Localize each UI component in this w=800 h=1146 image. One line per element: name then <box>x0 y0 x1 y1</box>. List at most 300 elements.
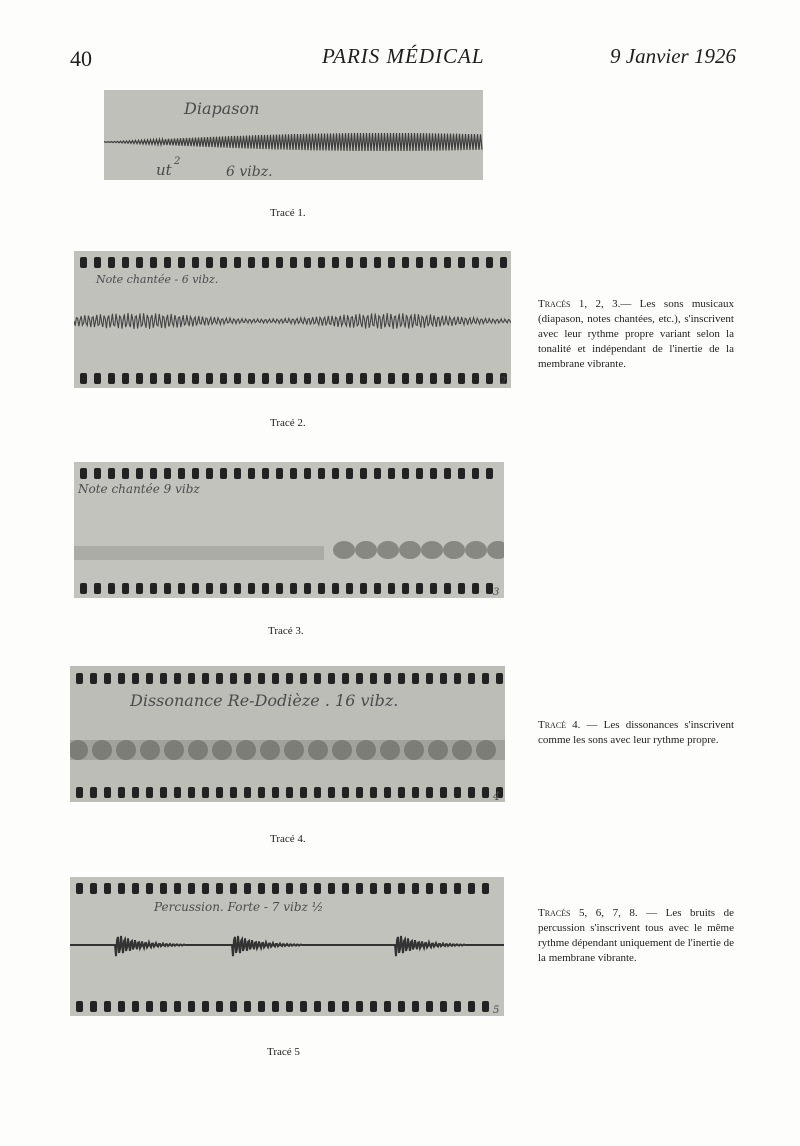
trace-3-waveform <box>74 546 324 560</box>
film-perforation <box>370 883 377 894</box>
note-2-text: Les dissonances s'inscrivent comme les sons avec leur rythme propre. <box>538 719 734 746</box>
film-perforation <box>192 468 199 479</box>
film-perforation <box>216 673 223 684</box>
film-perforation <box>244 787 251 798</box>
film-perforation <box>388 257 395 268</box>
film-perforation <box>370 787 377 798</box>
film-perforation <box>160 883 167 894</box>
film-perforation <box>388 468 395 479</box>
film-perforation <box>104 883 111 894</box>
trace-3-wave-blob <box>333 541 355 559</box>
film-perforation <box>122 583 129 594</box>
trace-2-label: Note chantée - 6 vibz. <box>96 273 219 286</box>
film-perforation <box>220 257 227 268</box>
film-perforation <box>398 787 405 798</box>
film-perforation <box>272 673 279 684</box>
film-perforation <box>104 787 111 798</box>
film-perforation <box>234 373 241 384</box>
film-perforation <box>486 468 493 479</box>
trace-3-wave-blob <box>465 541 487 559</box>
film-perforation <box>346 583 353 594</box>
film-perforation <box>290 468 297 479</box>
film-perforation <box>104 1001 111 1012</box>
film-perforation <box>444 373 451 384</box>
film-perforation <box>230 1001 237 1012</box>
film-perforation <box>426 673 433 684</box>
film-perforation <box>356 673 363 684</box>
film-perforation <box>132 673 139 684</box>
film-perforation <box>202 1001 209 1012</box>
film-perforation <box>482 787 489 798</box>
film-perforation <box>286 787 293 798</box>
trace-1-label-ut: ut <box>156 161 172 179</box>
film-perforation <box>314 1001 321 1012</box>
film-perforation <box>412 673 419 684</box>
note-2-lead: Tracé 4. — <box>538 719 598 731</box>
film-perforation <box>76 1001 83 1012</box>
film-perforation <box>360 468 367 479</box>
film-perforation <box>262 257 269 268</box>
film-perforation <box>90 673 97 684</box>
film-perforation <box>286 673 293 684</box>
film-perforation <box>468 673 475 684</box>
film-perforation <box>482 1001 489 1012</box>
trace-5-label: Percussion. Forte - 7 vibz ½ <box>154 900 324 914</box>
film-perforation <box>122 373 129 384</box>
film-perforation <box>290 583 297 594</box>
film-perforation <box>384 787 391 798</box>
film-perforation <box>202 787 209 798</box>
film-perforation <box>94 583 101 594</box>
film-perforation <box>132 883 139 894</box>
film-perforation <box>132 787 139 798</box>
film-perforation <box>416 373 423 384</box>
film-perforation <box>300 673 307 684</box>
film-perforation <box>398 1001 405 1012</box>
trace-1-image <box>104 90 483 180</box>
film-perforation <box>104 673 111 684</box>
journal-title: PARIS MÉDICAL <box>322 44 485 68</box>
note-traces-1-2-3 <box>538 297 734 372</box>
film-perforation <box>472 373 479 384</box>
film-perforation <box>80 468 87 479</box>
film-perforation <box>136 257 143 268</box>
film-perforation <box>174 1001 181 1012</box>
film-perforation <box>108 583 115 594</box>
film-perforation <box>234 583 241 594</box>
film-perforation <box>486 583 493 594</box>
film-perforation <box>276 373 283 384</box>
film-perforation <box>108 373 115 384</box>
film-perforation <box>80 583 87 594</box>
film-perforation <box>374 468 381 479</box>
film-perforation <box>472 257 479 268</box>
film-perforation <box>398 883 405 894</box>
film-perforation <box>164 373 171 384</box>
film-perforation <box>402 373 409 384</box>
film-perforation <box>76 787 83 798</box>
film-perforation <box>440 787 447 798</box>
film-perforation <box>150 373 157 384</box>
film-perforation <box>384 673 391 684</box>
trace-4-wave-bead <box>476 740 496 760</box>
film-perforation <box>374 373 381 384</box>
trace-4-wave-bead <box>188 740 208 760</box>
film-perforation <box>468 883 475 894</box>
film-perforation <box>384 883 391 894</box>
film-perforation <box>118 787 125 798</box>
film-perforation <box>276 583 283 594</box>
trace-3-caption: Tracé 3. <box>268 625 304 637</box>
trace-4-wave-bead <box>164 740 184 760</box>
trace-3-figure <box>74 462 504 598</box>
film-perforation <box>332 468 339 479</box>
trace-3-wave-blob <box>421 541 443 559</box>
film-perforation <box>94 373 101 384</box>
film-perforation <box>332 257 339 268</box>
film-perforation <box>258 1001 265 1012</box>
trace-4-caption: Tracé 4. <box>270 833 306 845</box>
film-perforation <box>332 583 339 594</box>
film-perforation <box>276 257 283 268</box>
film-perforation <box>346 468 353 479</box>
film-perforation <box>416 257 423 268</box>
film-perforation <box>244 883 251 894</box>
film-perforation <box>174 883 181 894</box>
film-perforation <box>388 583 395 594</box>
film-perforation <box>118 883 125 894</box>
film-perforation <box>328 787 335 798</box>
film-perforation <box>346 257 353 268</box>
film-perforation <box>416 583 423 594</box>
film-perforation <box>426 883 433 894</box>
film-perforation <box>472 468 479 479</box>
film-perforation <box>360 373 367 384</box>
film-perforation <box>314 787 321 798</box>
trace-1-label-vibrations: 6 vibz. <box>226 164 273 180</box>
film-perforation <box>262 583 269 594</box>
film-perforation <box>192 373 199 384</box>
trace-4-wave-bead <box>452 740 472 760</box>
film-perforation <box>146 883 153 894</box>
film-perforation <box>76 673 83 684</box>
film-perforation <box>80 257 87 268</box>
film-perforation <box>398 673 405 684</box>
film-perforation <box>332 373 339 384</box>
trace-3-wave-blob <box>355 541 377 559</box>
film-perforation <box>454 1001 461 1012</box>
film-perforation <box>304 468 311 479</box>
film-perforation <box>174 787 181 798</box>
trace-4-wave-bead <box>428 740 448 760</box>
film-perforation <box>230 883 237 894</box>
film-perforation <box>272 1001 279 1012</box>
film-perforation <box>482 883 489 894</box>
film-perforation <box>360 583 367 594</box>
film-perforation <box>216 787 223 798</box>
film-perforation <box>300 787 307 798</box>
film-perforation <box>500 257 507 268</box>
film-perforation <box>178 468 185 479</box>
film-perforation <box>454 673 461 684</box>
film-perforation <box>234 468 241 479</box>
film-perforation <box>150 257 157 268</box>
trace-3-wave-blob <box>377 541 399 559</box>
film-perforation <box>412 787 419 798</box>
film-perforation <box>206 468 213 479</box>
film-perforation <box>402 257 409 268</box>
trace-5-number: 5 <box>493 1005 500 1016</box>
trace-2-number: 2 <box>500 376 507 387</box>
film-perforation <box>444 468 451 479</box>
trace-4-wave-bead <box>380 740 400 760</box>
film-perforation <box>342 673 349 684</box>
film-perforation <box>356 883 363 894</box>
film-perforation <box>244 1001 251 1012</box>
film-perforation <box>290 373 297 384</box>
film-perforation <box>146 673 153 684</box>
film-perforation <box>164 468 171 479</box>
film-perforation <box>328 1001 335 1012</box>
film-perforation <box>188 787 195 798</box>
film-perforation <box>430 468 437 479</box>
trace-4-wave-bead <box>284 740 304 760</box>
trace-4-wave-bead <box>404 740 424 760</box>
trace-3-number: 3 <box>493 587 500 598</box>
film-perforation <box>178 583 185 594</box>
note-trace-4 <box>538 718 734 748</box>
film-perforation <box>244 673 251 684</box>
film-perforation <box>276 468 283 479</box>
film-perforation <box>430 373 437 384</box>
film-perforation <box>206 583 213 594</box>
film-perforation <box>426 1001 433 1012</box>
film-perforation <box>458 373 465 384</box>
film-perforation <box>258 673 265 684</box>
film-perforation <box>206 257 213 268</box>
film-perforation <box>440 1001 447 1012</box>
film-perforation <box>430 583 437 594</box>
film-perforation <box>258 787 265 798</box>
film-perforation <box>486 257 493 268</box>
film-perforation <box>458 468 465 479</box>
film-perforation <box>272 883 279 894</box>
trace-5-caption: Tracé 5 <box>267 1046 300 1058</box>
film-perforation <box>416 468 423 479</box>
trace-4-wave-bead <box>212 740 232 760</box>
film-perforation <box>160 1001 167 1012</box>
film-perforation <box>192 583 199 594</box>
page-number: 40 <box>70 46 92 71</box>
issue-date: 9 Janvier 1926 <box>610 44 736 68</box>
film-perforation <box>206 373 213 384</box>
film-perforation <box>202 883 209 894</box>
film-perforation <box>178 373 185 384</box>
film-perforation <box>318 583 325 594</box>
film-perforation <box>90 1001 97 1012</box>
film-perforation <box>370 673 377 684</box>
film-perforation <box>458 583 465 594</box>
film-perforation <box>430 257 437 268</box>
film-perforation <box>300 883 307 894</box>
film-perforation <box>188 1001 195 1012</box>
trace-4-wave-bead <box>236 740 256 760</box>
film-perforation <box>472 583 479 594</box>
trace-4-wave-bead <box>356 740 376 760</box>
trace-1-figure <box>104 90 483 180</box>
film-perforation <box>220 468 227 479</box>
trace-2-figure <box>74 251 511 388</box>
film-perforation <box>328 883 335 894</box>
trace-3-image <box>74 462 504 598</box>
film-perforation <box>346 373 353 384</box>
trace-4-figure <box>70 666 505 802</box>
film-perforation <box>136 583 143 594</box>
film-perforation <box>160 673 167 684</box>
trace-4-wave-bead <box>116 740 136 760</box>
film-perforation <box>150 468 157 479</box>
trace-4-wave-bead <box>260 740 280 760</box>
film-perforation <box>342 883 349 894</box>
film-perforation <box>94 468 101 479</box>
film-perforation <box>164 583 171 594</box>
film-perforation <box>468 787 475 798</box>
film-perforation <box>108 468 115 479</box>
film-perforation <box>318 468 325 479</box>
film-perforation <box>118 673 125 684</box>
trace-2-image <box>74 251 511 388</box>
film-perforation <box>328 673 335 684</box>
film-perforation <box>248 583 255 594</box>
film-perforation <box>384 1001 391 1012</box>
film-perforation <box>314 673 321 684</box>
trace-1-label-octave: 2 <box>174 156 181 167</box>
film-perforation <box>174 673 181 684</box>
film-perforation <box>454 883 461 894</box>
film-perforation <box>178 257 185 268</box>
film-perforation <box>290 257 297 268</box>
film-perforation <box>318 373 325 384</box>
film-perforation <box>304 373 311 384</box>
note-3-lead: Tracés 5, 6, 7, 8. — <box>538 907 658 919</box>
film-perforation <box>146 1001 153 1012</box>
film-perforation <box>136 373 143 384</box>
film-perforation <box>188 883 195 894</box>
film-perforation <box>370 1001 377 1012</box>
film-perforation <box>272 787 279 798</box>
film-perforation <box>248 468 255 479</box>
film-perforation <box>122 257 129 268</box>
trace-1-caption: Tracé 1. <box>270 207 306 219</box>
trace-5-figure <box>70 877 504 1016</box>
film-perforation <box>468 1001 475 1012</box>
film-perforation <box>482 673 489 684</box>
note-1-lead: Tracés 1, 2, 3.— <box>538 298 632 310</box>
note-3-text: Les bruits de percussion s'inscrivent tous avec le même rythme dépendant uniquement de l'inertie de la membrane vibrante. <box>538 907 734 964</box>
film-perforation <box>402 468 409 479</box>
trace-3-wave-blob <box>443 541 465 559</box>
film-perforation <box>262 373 269 384</box>
film-perforation <box>164 257 171 268</box>
trace-4-number: 4 <box>493 790 500 802</box>
film-perforation <box>412 883 419 894</box>
note-traces-5-8 <box>538 906 734 966</box>
film-perforation <box>286 883 293 894</box>
film-perforation <box>118 1001 125 1012</box>
trace-4-wave-bead <box>92 740 112 760</box>
film-perforation <box>248 257 255 268</box>
film-perforation <box>304 583 311 594</box>
film-perforation <box>356 787 363 798</box>
film-perforation <box>342 787 349 798</box>
film-perforation <box>80 373 87 384</box>
trace-3-label: Note chantée 9 vibz <box>78 482 200 496</box>
trace-4-image <box>70 666 505 802</box>
film-perforation <box>496 673 503 684</box>
film-perforation <box>160 787 167 798</box>
film-perforation <box>202 673 209 684</box>
film-perforation <box>444 257 451 268</box>
film-perforation <box>216 883 223 894</box>
trace-4-wave-bead <box>140 740 160 760</box>
film-perforation <box>188 673 195 684</box>
trace-4-label: Dissonance Re-Dodièze . 16 vibz. <box>130 691 399 710</box>
film-perforation <box>220 583 227 594</box>
film-perforation <box>94 257 101 268</box>
film-perforation <box>122 468 129 479</box>
film-perforation <box>108 257 115 268</box>
film-perforation <box>230 787 237 798</box>
page-header <box>0 40 800 80</box>
film-perforation <box>230 673 237 684</box>
film-perforation <box>402 583 409 594</box>
film-perforation <box>76 883 83 894</box>
film-perforation <box>454 787 461 798</box>
film-perforation <box>318 257 325 268</box>
film-perforation <box>374 257 381 268</box>
film-perforation <box>192 257 199 268</box>
trace-5-image <box>70 877 504 1016</box>
trace-1-label-diapason: Diapason <box>184 99 260 118</box>
film-perforation <box>342 1001 349 1012</box>
film-perforation <box>486 373 493 384</box>
film-perforation <box>300 1001 307 1012</box>
film-perforation <box>458 257 465 268</box>
film-perforation <box>374 583 381 594</box>
film-perforation <box>220 373 227 384</box>
film-perforation <box>440 673 447 684</box>
trace-4-wave-bead <box>332 740 352 760</box>
film-perforation <box>146 787 153 798</box>
film-perforation <box>150 583 157 594</box>
film-perforation <box>356 1001 363 1012</box>
film-perforation <box>262 468 269 479</box>
film-perforation <box>258 883 265 894</box>
note-1-text: Les sons musicaux (diapason, notes chantées, etc.), s'inscrivent avec leur rythme propre variant selon la tonalité et indépendant de l'inertie de la membrane vibrante. <box>538 298 734 370</box>
film-perforation <box>314 883 321 894</box>
film-perforation <box>444 583 451 594</box>
film-perforation <box>248 373 255 384</box>
film-perforation <box>440 883 447 894</box>
trace-4-wave-bead <box>308 740 328 760</box>
film-perforation <box>90 883 97 894</box>
film-perforation <box>234 257 241 268</box>
film-perforation <box>136 468 143 479</box>
trace-3-wave-blob <box>399 541 421 559</box>
film-perforation <box>426 787 433 798</box>
film-perforation <box>132 1001 139 1012</box>
trace-2-caption: Tracé 2. <box>270 417 306 429</box>
